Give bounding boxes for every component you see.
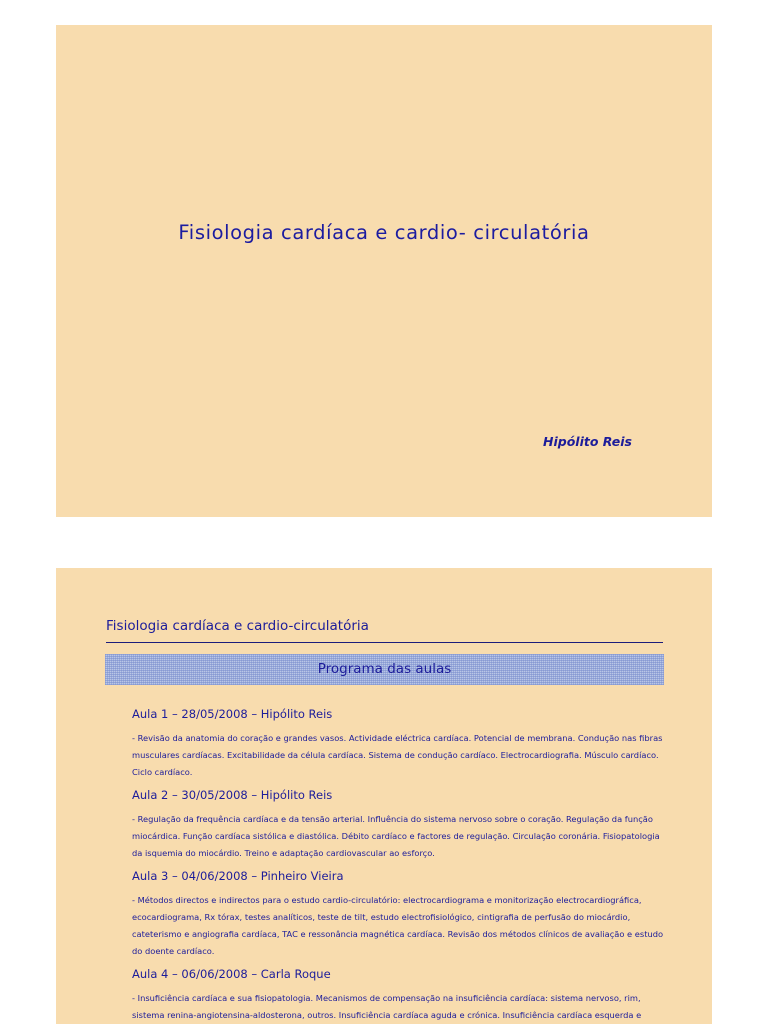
lesson-title: Aula 1 – 28/05/2008 – Hipólito Reis — [132, 707, 333, 721]
lesson-list — [132, 707, 672, 1024]
lesson-description: - Revisão da anatomia do coração e grandes vasos. Actividade eléctrica cardíaca. Potencial de membrana. Condução nas fibras musculares cardíacas. Excitabilidade da célula cardíaca. Sistema de condução cardíaco. Electrocardiografia. Músculo cardíaco. Ciclo cardíaco. — [132, 733, 663, 777]
slide-author: Hipólito Reis — [543, 434, 632, 449]
lesson-item — [132, 788, 672, 862]
lesson-item — [132, 707, 672, 781]
lesson-title: Aula 2 – 30/05/2008 – Hipólito Reis — [132, 788, 333, 802]
title-slide — [56, 25, 712, 517]
lesson-title: Aula 4 – 06/06/2008 – Carla Roque — [132, 967, 331, 981]
program-banner: Programa das aulas — [105, 654, 664, 685]
lesson-description: - Insuficiência cardíaca e sua fisiopatologia. Mecanismos de compensação na insuficiência cardíaca: sistema nervoso, rim, sistema renina-angiotensina-aldosterona, outros. Insuficiência cardíaca aguda e crónica. Insuficiência cardíaca esquerda e — [132, 993, 642, 1020]
slide-title: Fisiologia cardíaca e cardio- circulatória — [178, 221, 590, 244]
header-divider — [106, 642, 663, 643]
lesson-title: Aula 3 – 04/06/2008 – Pinheiro Vieira — [132, 869, 344, 883]
lesson-item — [132, 869, 672, 960]
program-slide — [56, 568, 712, 1024]
lesson-description: - Regulação da frequência cardíaca e da tensão arterial. Influência do sistema nervoso sobre o coração. Regulação da função miocárdica. Função cardíaca sistólica e diastólica. Débito cardíaco e factores de regulação. Circulação coronária. Fisiopatologia da isquemia do miocárdio. Treino e adaptação cardiovascular ao esforço. — [132, 814, 660, 858]
lesson-item — [132, 967, 672, 1024]
slide-header: Fisiologia cardíaca e cardio-circulatória — [106, 618, 369, 634]
lesson-description: - Métodos directos e indirectos para o estudo cardio-circulatório: electrocardiograma e monitorização electrocardiográfica, ecocardiograma, Rx tórax, testes analíticos, teste de tilt, estudo electrofisiológico, cintigrafia de perfusão do miocárdio, cateterismo e angiografia cardíaca, TAC e ressonância magnética cardíaca. Revisão dos métodos clínicos de avaliação e estudo do doente cardíaco. — [132, 895, 664, 956]
